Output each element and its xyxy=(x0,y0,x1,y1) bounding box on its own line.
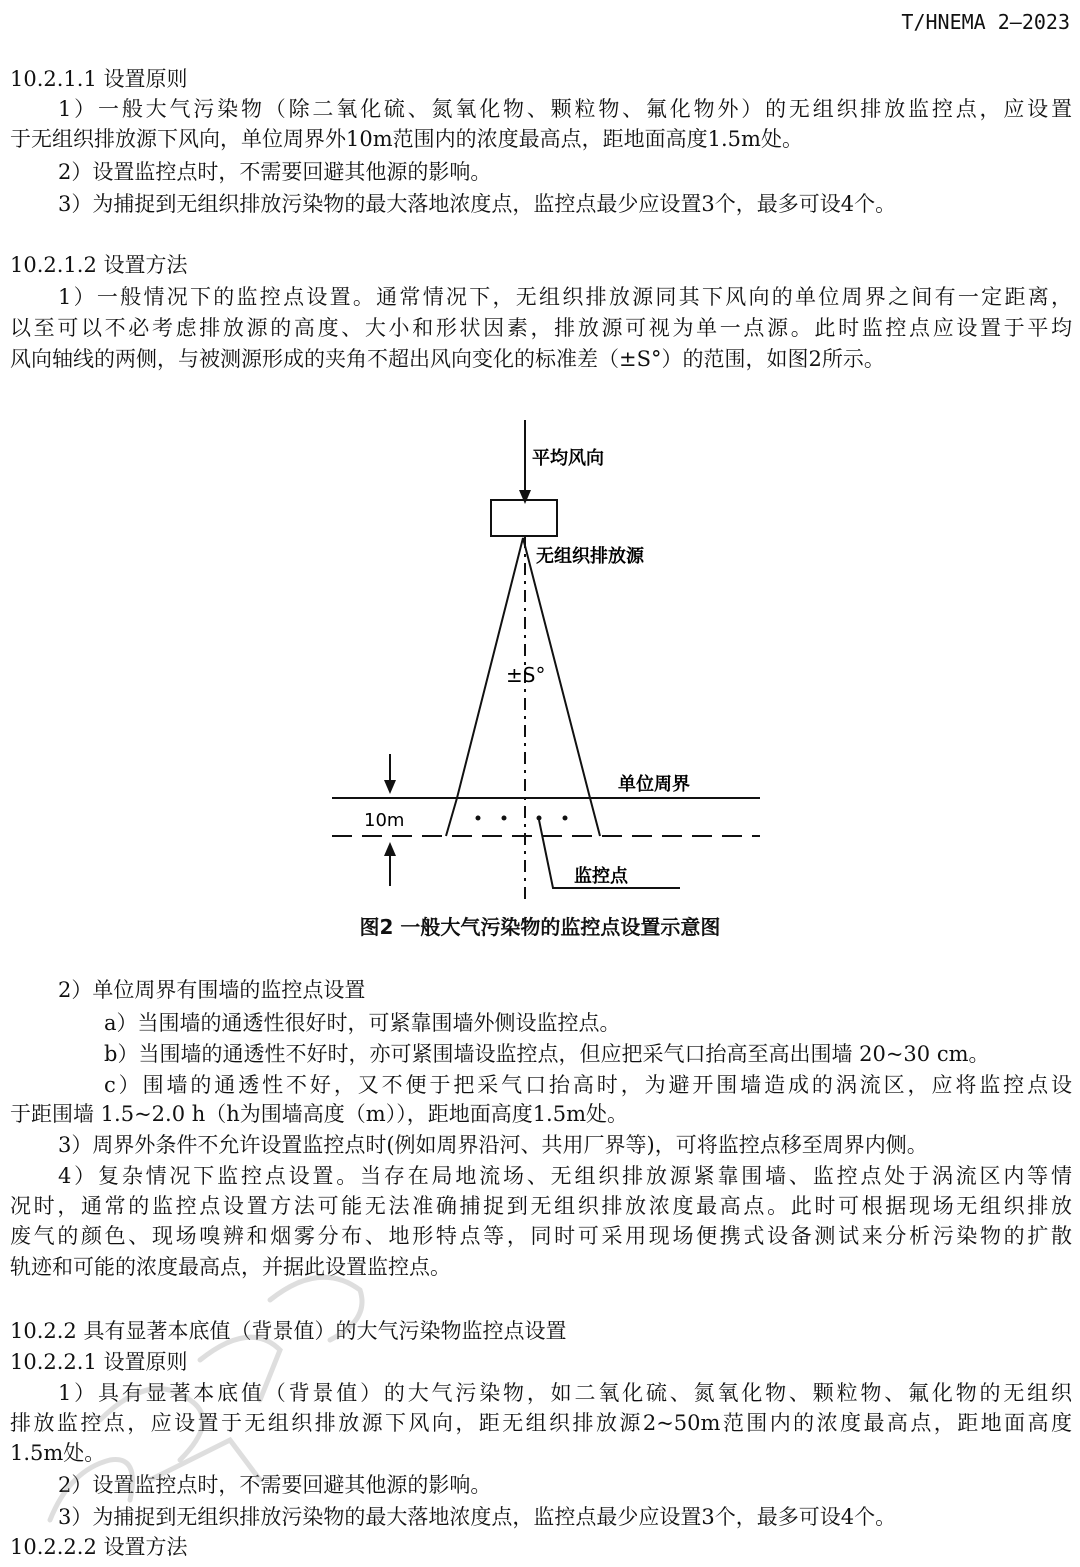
distance-label: 10m xyxy=(364,810,405,831)
heading-10-2-1-2: 10.2.1.2 设置方法 xyxy=(10,253,188,277)
list-item: a）当围墙的通透性很好时，可紧靠围墙外侧设监控点。 xyxy=(104,1011,621,1035)
paragraph-text: 排放监控点，应设置于无组织排放源下风向，距无组织排放源2~50m范围内的浓度最高点，距地面高度 xyxy=(10,1411,1072,1435)
heading-10-2-1-1: 10.2.1.1 设置原则 xyxy=(10,67,188,91)
distance-arrow-top xyxy=(384,754,396,794)
paragraph-text: 况时，通常的监控点设置方法可能无法准确捕捉到无组织排放浓度最高点。此时可根据现场无组织排放 xyxy=(10,1194,1072,1218)
paragraph-text: 2）设置监控点时，不需要回避其他源的影响。 xyxy=(58,1473,492,1497)
paragraph-text: 以至可以不必考虑排放源的高度、大小和形状因素，排放源可视为单一点源。此时监控点应设置于平均 xyxy=(10,316,1072,340)
boundary-label: 单位周界 xyxy=(618,774,690,795)
heading-10-2-2-2: 10.2.2.2 设置方法 xyxy=(10,1535,188,1559)
emission-source-box xyxy=(491,500,557,536)
list-item: b）当围墙的通透性不好时，亦可紧围墙设监控点，但应把采气口抬高至高出围墙 20~30 cm。 xyxy=(104,1042,990,1066)
paragraph-text: 风向轴线的两侧，与被测源形成的夹角不超出风向变化的标准差（±S°）的范围，如图2所示。 xyxy=(10,347,885,371)
paragraph-text: 1）一般大气污染物（除二氧化硫、氮氧化物、颗粒物、氟化物外）的无组织排放监控点，应设置 xyxy=(58,97,1072,121)
monitoring-point xyxy=(502,816,507,821)
paragraph-text: 轨迹和可能的浓度最高点，并据此设置监控点。 xyxy=(10,1255,451,1279)
emission-source-label: 无组织排放源 xyxy=(536,546,644,567)
heading-10-2-2-1: 10.2.2.1 设置原则 xyxy=(10,1350,188,1374)
paragraph-text: 于无组织排放源下风向，单位周界外10m范围内的浓度最高点，距地面高度1.5m处。 xyxy=(10,127,803,151)
document-code: T/HNEMA 2—2023 xyxy=(901,10,1070,34)
monitoring-point xyxy=(563,816,568,821)
figure-caption: 图2 一般大气污染物的监控点设置示意图 xyxy=(359,915,721,939)
list-item: 于距围墙 1.5~2.0 h（h为围墙高度（m）），距地面高度1.5m处。 xyxy=(10,1102,629,1126)
paragraph-text: 3）为捕捉到无组织排放污染物的最大落地浓度点，监控点最少应设置3个，最多可设4个。 xyxy=(58,192,897,216)
distance-arrow-bottom xyxy=(384,842,396,886)
paragraph-text: 废气的颜色、现场嗅辨和烟雾分布、地形特点等，同时可采用现场便携式设备测试来分析污染物的扩散 xyxy=(10,1224,1072,1248)
monitor-label: 监控点 xyxy=(574,866,628,887)
figure-2-diagram xyxy=(320,412,770,942)
paragraph-text: 1）一般情况下的监控点设置。通常情况下，无组织排放源同其下风向的单位周界之间有一定距离， xyxy=(58,285,1072,309)
angle-label: ±S° xyxy=(506,663,546,687)
paragraph-text: 3）周界外条件不允许设置监控点时(例如周界沿河、共用厂界等)，可将监控点移至周界内侧。 xyxy=(58,1133,928,1157)
paragraph-text: 4）复杂情况下监控点设置。当存在局地流场、无组织排放源紧靠围墙、监控点处于涡流区内等情 xyxy=(58,1164,1072,1188)
list-item: c）围墙的通透性不好，又不便于把采气口抬高时，为避开围墙造成的涡流区，应将监控点设 xyxy=(104,1073,1072,1097)
monitoring-point xyxy=(537,816,542,821)
wind-direction-label: 平均风向 xyxy=(532,448,604,469)
monitoring-point xyxy=(476,816,481,821)
paragraph-text: 1）具有显著本底值（背景值）的大气污染物，如二氧化硫、氮氧化物、颗粒物、氟化物的无组织 xyxy=(58,1381,1072,1405)
paragraph-text: 1.5m处。 xyxy=(10,1441,106,1465)
heading-10-2-2: 10.2.2 具有显著本底值（背景值）的大气污染物监控点设置 xyxy=(10,1319,567,1343)
wind-direction-arrow xyxy=(519,420,531,504)
angle-cone xyxy=(446,538,600,836)
paragraph-text: 3）为捕捉到无组织排放污染物的最大落地浓度点，监控点最少应设置3个，最多可设4个。 xyxy=(58,1505,897,1529)
paragraph-text: 2）单位周界有围墙的监控点设置 xyxy=(58,978,366,1002)
paragraph-text: 2）设置监控点时，不需要回避其他源的影响。 xyxy=(58,160,492,184)
